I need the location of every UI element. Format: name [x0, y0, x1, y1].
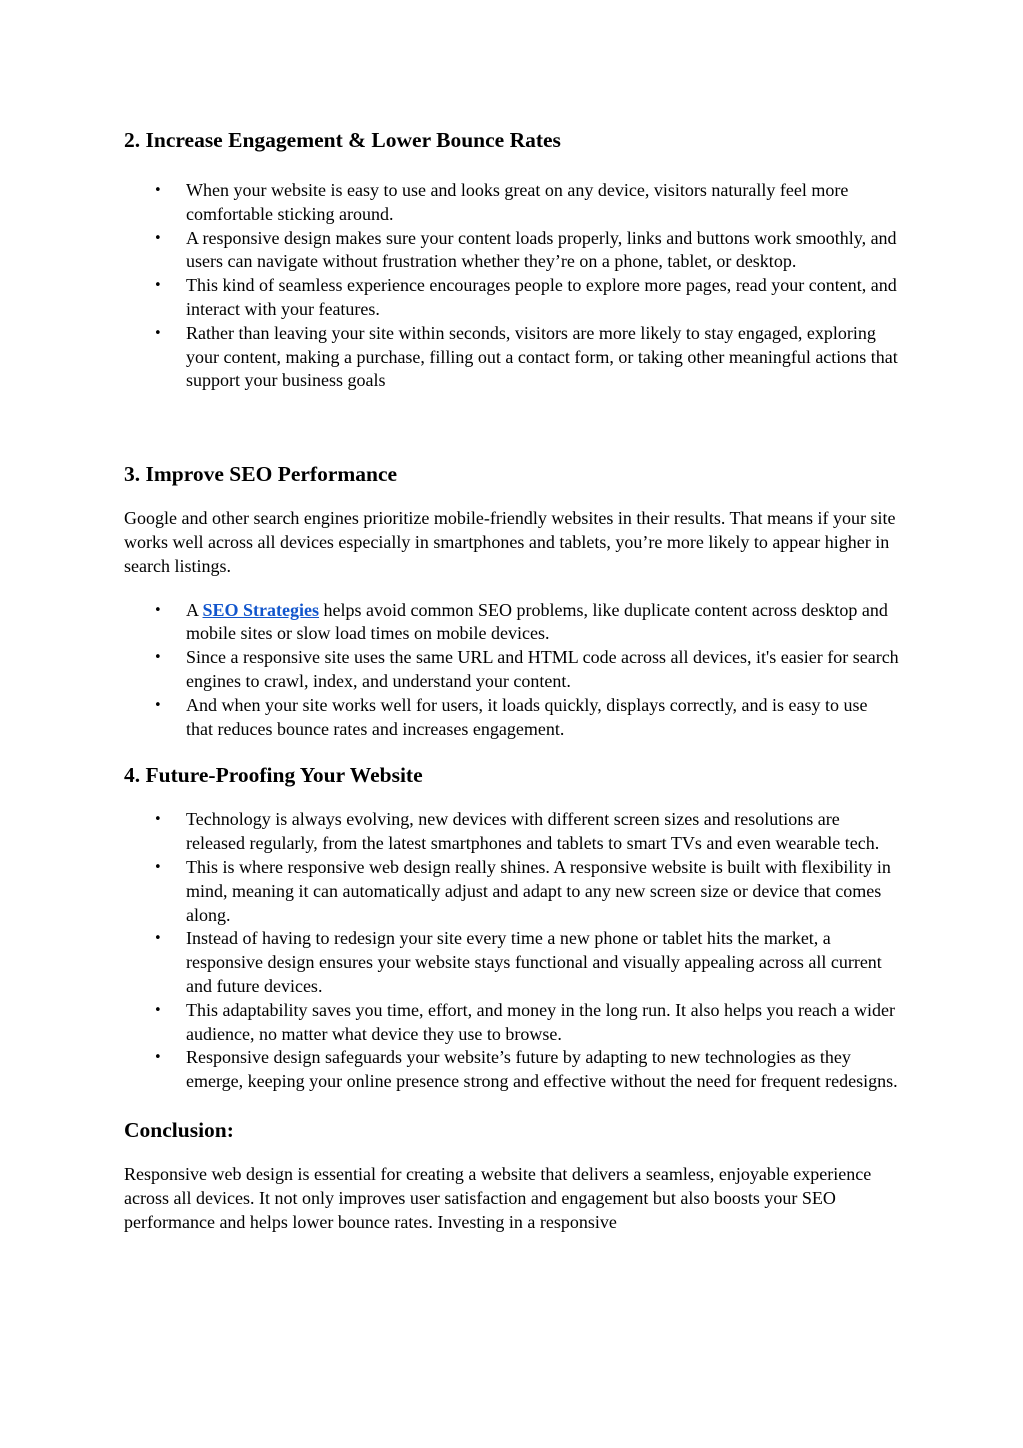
section-heading-conclusion: Conclusion: [124, 1117, 234, 1142]
document-page [124, 120, 899, 1234]
seo-bullet-list [124, 599, 899, 742]
list-item: • A responsive design makes sure your content loads properly, links and buttons work smoothly, and users can navigate without frustration whether they’re on a phone, tablet, or desktop. [124, 227, 899, 275]
section-heading-engagement: 2. Increase Engagement & Lower Bounce Rates [124, 128, 561, 152]
list-item: • This is where responsive web design really shines. A responsive website is built with flexibility in mind, meaning it can automatically adjust and adapt to any new screen size or device that comes along. [124, 856, 899, 927]
list-item: • This adaptability saves you time, effort, and money in the long run. It also helps you reach a wider audience, no matter what device they use to browse. [124, 999, 899, 1047]
list-item: • This kind of seamless experience encourages people to explore more pages, read your content, and interact with your features. [124, 274, 899, 322]
list-item: • And when your site works well for users, it loads quickly, displays correctly, and is easy to use that reduces bounce rates and increases engagement. [124, 694, 899, 742]
list-item-prefix: A [186, 599, 203, 620]
list-item: • Responsive design safeguards your website’s future by adapting to new technologies as they emerge, keeping your online presence strong and effective without the need for frequent redesigns. [124, 1046, 899, 1094]
list-item: • Since a responsive site uses the same URL and HTML code across all devices, it's easier for search engines to crawl, index, and understand your content. [124, 646, 899, 694]
list-item: • Instead of having to redesign your site every time a new phone or tablet hits the market, a responsive design ensures your website stays functional and visually appealing across all current and future devices. [124, 927, 899, 998]
engagement-bullet-list [124, 179, 899, 393]
section-heading-future-proofing: 4. Future-Proofing Your Website [124, 763, 423, 788]
list-item [124, 599, 899, 647]
list-item: • Technology is always evolving, new devices with different screen sizes and resolutions are released regularly, from the latest smartphones and tablets to smart TVs and even wearable tech. [124, 808, 899, 856]
seo-intro-paragraph: Google and other search engines prioritize mobile-friendly websites in their results. That means if your site works well across all devices especially in smartphones and tablets, you’re more likely to appear higher in search listings. [124, 508, 896, 576]
list-item: • Rather than leaving your site within seconds, visitors are more likely to stay engaged, exploring your content, making a purchase, filling out a contact form, or taking other meaningful actions that support your business goals [124, 322, 899, 393]
section-heading-seo: 3. Improve SEO Performance [124, 462, 398, 487]
future-proofing-bullet-list [124, 808, 899, 1094]
conclusion-paragraph: Responsive web design is essential for creating a website that delivers a seamless, enjoyable experience across all devices. It not only improves user satisfaction and engagement but also boosts your SEO performance and helps lower bounce rates. Investing in a responsive [124, 1163, 872, 1232]
list-item-suffix: helps avoid common SEO problems, like duplicate content across desktop and mobile sites or slow load times on mobile devices. [186, 599, 888, 644]
seo-strategies-link[interactable]: SEO Strategies [202, 599, 320, 620]
list-item: • When your website is easy to use and looks great on any device, visitors naturally feel more comfortable sticking around. [124, 179, 899, 227]
